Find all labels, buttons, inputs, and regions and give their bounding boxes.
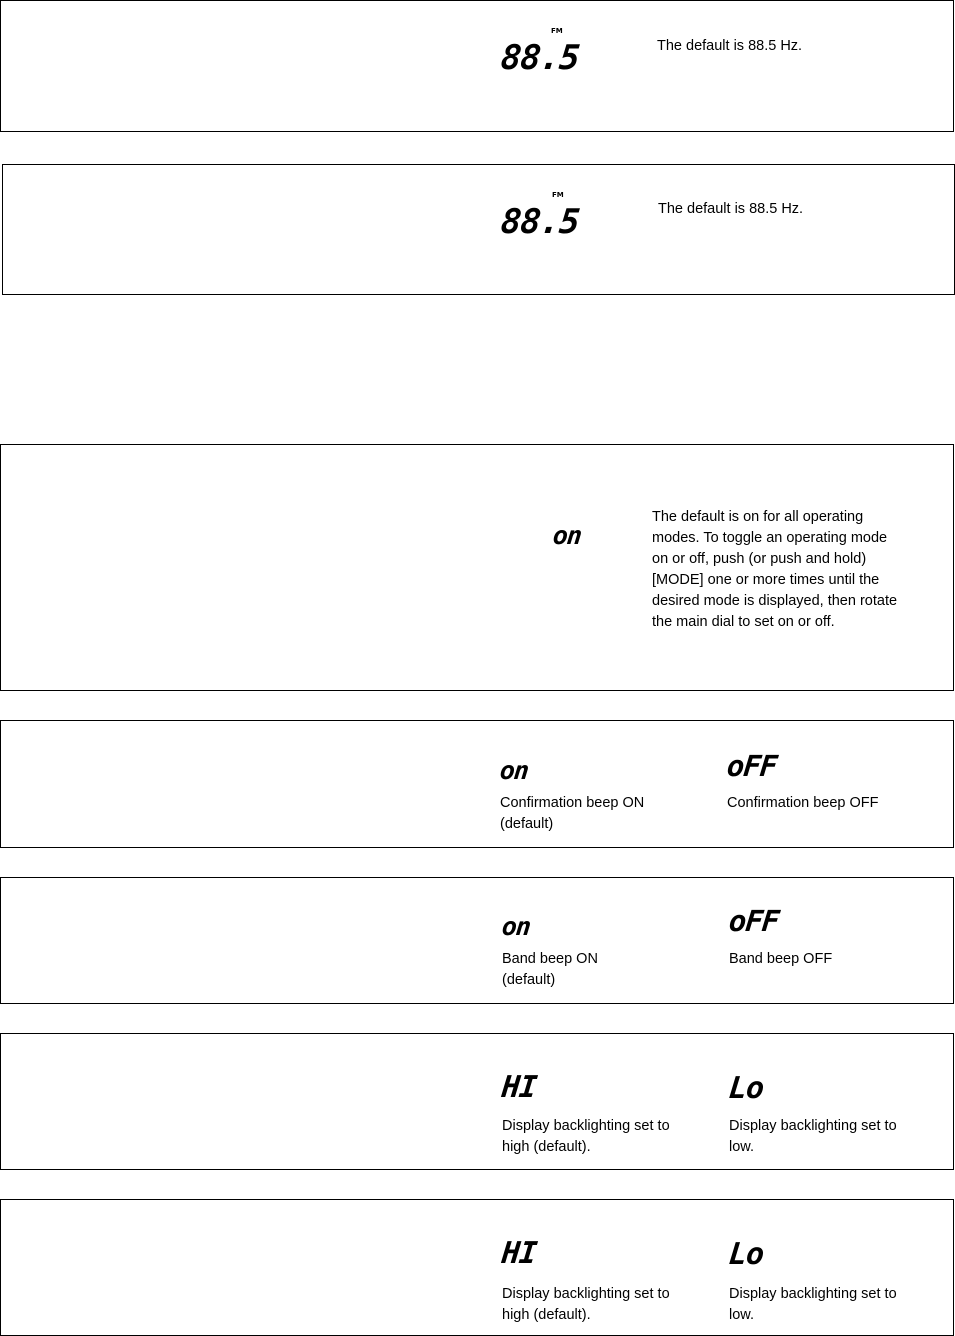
caption-line: Confirmation beep OFF	[727, 795, 879, 811]
description-line: on or off, push (or push and hold)	[652, 551, 867, 567]
lcd-hi-display: HI	[500, 1070, 539, 1105]
caption-line: Display backlighting set to	[729, 1286, 897, 1302]
lcd-off-display: oFF	[725, 749, 779, 783]
caption-line: low.	[729, 1139, 754, 1155]
lcd-lo-display: Lo	[727, 1237, 766, 1272]
description-line: The default is on for all operating	[652, 509, 864, 525]
table-row	[0, 444, 954, 691]
band-beep-on-caption	[502, 949, 598, 991]
description-line: the main dial to set on or off.	[652, 614, 835, 630]
lcd-frequency-display: 88.5	[498, 202, 581, 242]
band-beep-off-caption	[729, 949, 832, 970]
table-row	[0, 0, 954, 132]
caption-line: high (default).	[502, 1307, 591, 1323]
caption-line: high (default).	[502, 1139, 591, 1155]
table-row	[0, 720, 954, 848]
table-row	[0, 1199, 954, 1336]
lcd-frequency-display: 88.5	[498, 38, 581, 78]
lcd-on-display: on	[500, 912, 532, 941]
caption-line: Display backlighting set to	[729, 1118, 897, 1134]
lcd-hi-display: HI	[500, 1236, 539, 1271]
caption-line: Band beep ON	[502, 951, 598, 967]
backlight-low-caption	[729, 1284, 897, 1326]
caption-line: (default)	[500, 816, 554, 832]
lcd-on-display: on	[498, 756, 530, 785]
backlight-high-caption	[502, 1284, 670, 1326]
lcd-on-display: on	[551, 521, 583, 550]
description-line: [MODE] one or more times until the	[652, 572, 880, 588]
fm-indicator: FM	[552, 191, 564, 199]
caption-line: Band beep OFF	[729, 951, 833, 967]
backlight-low-caption	[729, 1116, 897, 1158]
table-row	[0, 1033, 954, 1170]
default-frequency-text: The default is 88.5 Hz.	[658, 201, 804, 217]
table-row	[0, 877, 954, 1004]
caption-line: low.	[729, 1307, 754, 1323]
operating-mode-description	[652, 507, 897, 633]
caption-line: Display backlighting set to	[502, 1286, 670, 1302]
description-line: desired mode is displayed, then rotate	[652, 593, 898, 609]
default-frequency-text: The default is 88.5 Hz.	[657, 38, 803, 54]
caption-line: Confirmation beep ON	[500, 795, 645, 811]
lcd-lo-display: Lo	[727, 1071, 766, 1106]
description-line: modes. To toggle an operating mode	[652, 530, 888, 546]
confirmation-beep-off-caption	[727, 793, 879, 814]
fm-indicator: FM	[551, 27, 563, 35]
confirmation-beep-on-caption	[500, 793, 644, 835]
table-row	[2, 164, 955, 295]
caption-line: Display backlighting set to	[502, 1118, 670, 1134]
caption-line: (default)	[502, 972, 556, 988]
lcd-off-display: oFF	[727, 904, 781, 938]
backlight-high-caption	[502, 1116, 670, 1158]
